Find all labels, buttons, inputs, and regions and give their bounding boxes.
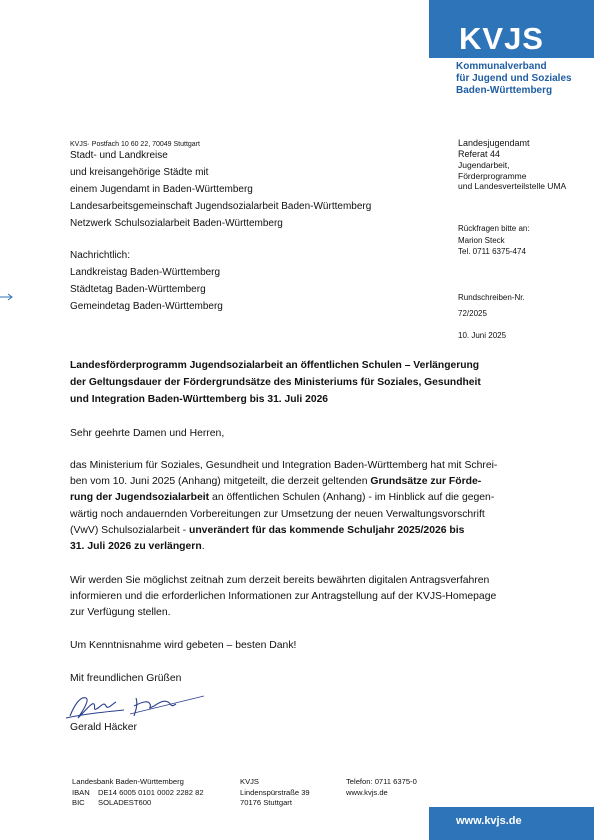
footer-iban (72, 788, 204, 799)
p1-bold: rung der Jugendsozialarbeit (70, 492, 210, 504)
circ-number: 72/2025 (458, 309, 487, 318)
footer-bic (72, 798, 204, 809)
signer-name: Gerald Häcker (70, 722, 137, 733)
recipient-line: und kreisangehörige Städte mit (70, 167, 209, 178)
logo-line-2: für Jugend und Soziales (456, 73, 572, 84)
footer-address (240, 777, 310, 809)
footer-bank (72, 777, 204, 809)
footer-phone: Telefon: 0711 6375-0 (346, 777, 417, 786)
paragraph-2 (70, 573, 496, 622)
fold-mark-icon (0, 289, 16, 307)
logo-line-1: Kommunalverband (456, 61, 547, 72)
p1-line (70, 523, 530, 539)
bic-value: SOLADEST600 (98, 798, 152, 807)
recipient-line: Netzwerk Schulsozialarbeit Baden-Württemberg (70, 218, 283, 229)
recipient-block (70, 147, 371, 232)
side-sub-3: und Landesverteilstelle UMA (458, 181, 567, 191)
recipient-line: Stadt- und Landkreise (70, 150, 168, 161)
recipient-line: Landesarbeitsgemeinschaft Jugendsozialarbeit Baden-Württemberg (70, 201, 372, 212)
side-sub-2: Förderprogramme (458, 170, 527, 181)
salutation: Sehr geehrte Damen und Herren, (70, 428, 225, 439)
p1-bold: 31. Juli 2026 zu verlängern (70, 541, 202, 553)
cc-line: Gemeindetag Baden-Württemberg (70, 301, 223, 312)
p2-line: zur Verfügung stellen. (70, 607, 171, 619)
p1-line (70, 474, 530, 490)
cc-line: Landkreistag Baden-Württemberg (70, 267, 221, 278)
p1-bold: Grundsätze zur Förde- (370, 476, 482, 488)
footer-contact (346, 777, 417, 798)
side-dept-block (458, 138, 566, 192)
footer-street: Lindenspürstraße 39 (240, 787, 310, 797)
circ-label: Rundschreiben-Nr. (458, 293, 525, 302)
logo-wordmark: KVJS (459, 21, 544, 56)
footer-web[interactable]: www.kvjs.de (346, 787, 388, 797)
p1-text: ben vom 10. Juni 2025 (Anhang) mitgeteilt, die derzeit geltenden (70, 476, 371, 488)
cc-block (70, 247, 223, 315)
queries-label: Rückfragen bitte an: (458, 224, 530, 233)
bottom-url-link[interactable]: www.kvjs.de (456, 815, 522, 827)
p1-text: an öffentlichen Schulen (Anhang) - im Hinblick auf die gegen- (209, 492, 495, 504)
logo-line-3: Baden-Württemberg (456, 85, 553, 96)
bic-label: BIC (72, 798, 85, 807)
recipient-line: einem Jugendamt in Baden-Württemberg (70, 184, 253, 195)
subject (70, 358, 481, 408)
cc-label: Nachrichtlich: (70, 250, 131, 261)
p2-line: informieren und die erforderlichen Informationen zur Antragstellung auf der KVJS-Homepage (70, 591, 497, 603)
side-sub-1: Jugendarbeit, (458, 160, 510, 170)
p1-bold: unverändert für das kommende Schuljahr 2025/2026 bis (188, 524, 465, 536)
cc-line: Städtetag Baden-Württemberg (70, 284, 206, 295)
closing: Mit freundlichen Grüßen (70, 673, 182, 684)
subject-line: Landesförderprogramm Jugendsozialarbeit an öffentlichen Schulen – Verlängerung (70, 360, 480, 371)
contact-tel: Tel. 0711 6375-474 (458, 247, 526, 256)
iban-label: IBAN (72, 787, 90, 797)
p2-line: Wir werden Sie möglichst zeitnah zum derzeit bereits bewährten digitalen Antragsverfahren (70, 575, 490, 586)
p1-line: das Ministerium für Soziales, Gesundheit und Integration Baden-Württemberg hat mit Schrei- (70, 460, 498, 471)
p1-text: . (201, 541, 205, 553)
iban-value: DE14 6005 0101 0002 2282 82 (98, 787, 204, 797)
p1-line: wärtig noch andauernden Vorbereitungen zur Umsetzung der neuen Verwaltungsvorschrift (70, 508, 485, 520)
paragraph-1 (70, 458, 530, 555)
paragraph-3: Um Kenntnisnahme wird gebeten – besten Dank! (70, 640, 297, 651)
letter-date: 10. Juni 2025 (458, 331, 507, 340)
footer-city: 70176 Stuttgart (240, 798, 292, 807)
p1-line (70, 490, 530, 506)
contact-name: Marion Steck (458, 235, 505, 245)
subject-line: der Geltungsdauer der Fördergrundsätze des Ministeriums für Soziales, Gesundheit (70, 376, 481, 388)
sender-line: KVJS· Postfach 10 60 22, 70049 Stuttgart (70, 141, 200, 148)
side-dept: Landesjugendamt (458, 138, 530, 148)
side-referat: Referat 44 (458, 149, 501, 159)
subject-line: und Integration Baden-Württemberg bis 31. Juli 2026 (70, 393, 329, 405)
p1-text: (VwV) Schulsozialarbeit - (70, 524, 189, 536)
logo-subtitle (456, 61, 572, 97)
footer-org: KVJS (240, 777, 259, 786)
side-contact-block (458, 223, 530, 258)
footer-bank-name: Landesbank Baden-Württemberg (72, 777, 184, 786)
p1-line (70, 539, 530, 555)
